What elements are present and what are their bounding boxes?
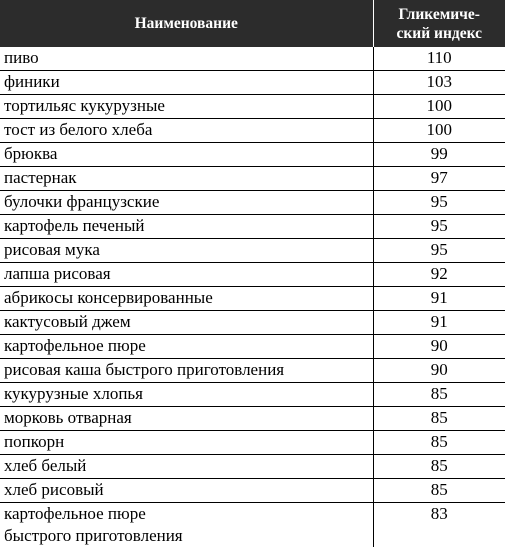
product-name: кукурузные хлопья [0, 383, 373, 407]
gi-value: 85 [373, 479, 505, 503]
header-name [0, 0, 373, 47]
gi-value: 85 [373, 431, 505, 455]
product-name: хлеб белый [0, 455, 373, 479]
product-name: рисовая каша быстрого приготовления [0, 359, 373, 383]
table-row [0, 503, 505, 548]
gi-value: 85 [373, 455, 505, 479]
table-body [0, 47, 505, 547]
product-name: тост из белого хлеба [0, 119, 373, 143]
product-name: финики [0, 71, 373, 95]
header-gi-line1: Гликемиче- [398, 5, 480, 23]
header-gi-line2: ский индекс [396, 24, 483, 42]
table-row [0, 431, 505, 455]
product-name-line1: картофельное пюре [4, 504, 146, 523]
product-name: рисовая мука [0, 239, 373, 263]
table-row [0, 335, 505, 359]
gi-value: 90 [373, 335, 505, 359]
table-row [0, 479, 505, 503]
product-name: лапша рисовая [0, 263, 373, 287]
gi-value: 100 [373, 119, 505, 143]
gi-value: 95 [373, 215, 505, 239]
table-row [0, 119, 505, 143]
product-name: пиво [0, 47, 373, 71]
table-header [0, 0, 505, 47]
table-row [0, 383, 505, 407]
gi-value: 91 [373, 311, 505, 335]
gi-value: 85 [373, 383, 505, 407]
table-row [0, 407, 505, 431]
gi-value: 100 [373, 95, 505, 119]
gi-value: 83 [373, 503, 505, 548]
table-row [0, 71, 505, 95]
gi-value: 103 [373, 71, 505, 95]
product-name [0, 503, 373, 548]
gi-value: 97 [373, 167, 505, 191]
table-row [0, 239, 505, 263]
table-row [0, 311, 505, 335]
table-row [0, 455, 505, 479]
table-row [0, 287, 505, 311]
table-row [0, 359, 505, 383]
product-name: попкорн [0, 431, 373, 455]
table-row [0, 191, 505, 215]
table-row [0, 143, 505, 167]
header-name-label: Наименование [134, 15, 238, 32]
product-name: брюква [0, 143, 373, 167]
gi-value: 85 [373, 407, 505, 431]
table-row [0, 95, 505, 119]
header-gi [373, 0, 505, 47]
product-name: булочки французские [0, 191, 373, 215]
gi-value: 92 [373, 263, 505, 287]
gi-value: 91 [373, 287, 505, 311]
table-row [0, 167, 505, 191]
gi-value: 110 [373, 47, 505, 71]
table-row [0, 47, 505, 71]
header-row [0, 0, 505, 47]
gi-value: 90 [373, 359, 505, 383]
product-name-line2: быстрого приготовления [4, 526, 183, 545]
gi-value: 99 [373, 143, 505, 167]
gi-value: 95 [373, 191, 505, 215]
product-name: картофель печеный [0, 215, 373, 239]
product-name: пастернак [0, 167, 373, 191]
table-row [0, 215, 505, 239]
gi-value: 95 [373, 239, 505, 263]
table-row [0, 263, 505, 287]
product-name: картофельное пюре [0, 335, 373, 359]
product-name: абрикосы консервированные [0, 287, 373, 311]
product-name: хлеб рисовый [0, 479, 373, 503]
product-name: тортильяс кукурузные [0, 95, 373, 119]
product-name: морковь отварная [0, 407, 373, 431]
product-name: кактусовый джем [0, 311, 373, 335]
